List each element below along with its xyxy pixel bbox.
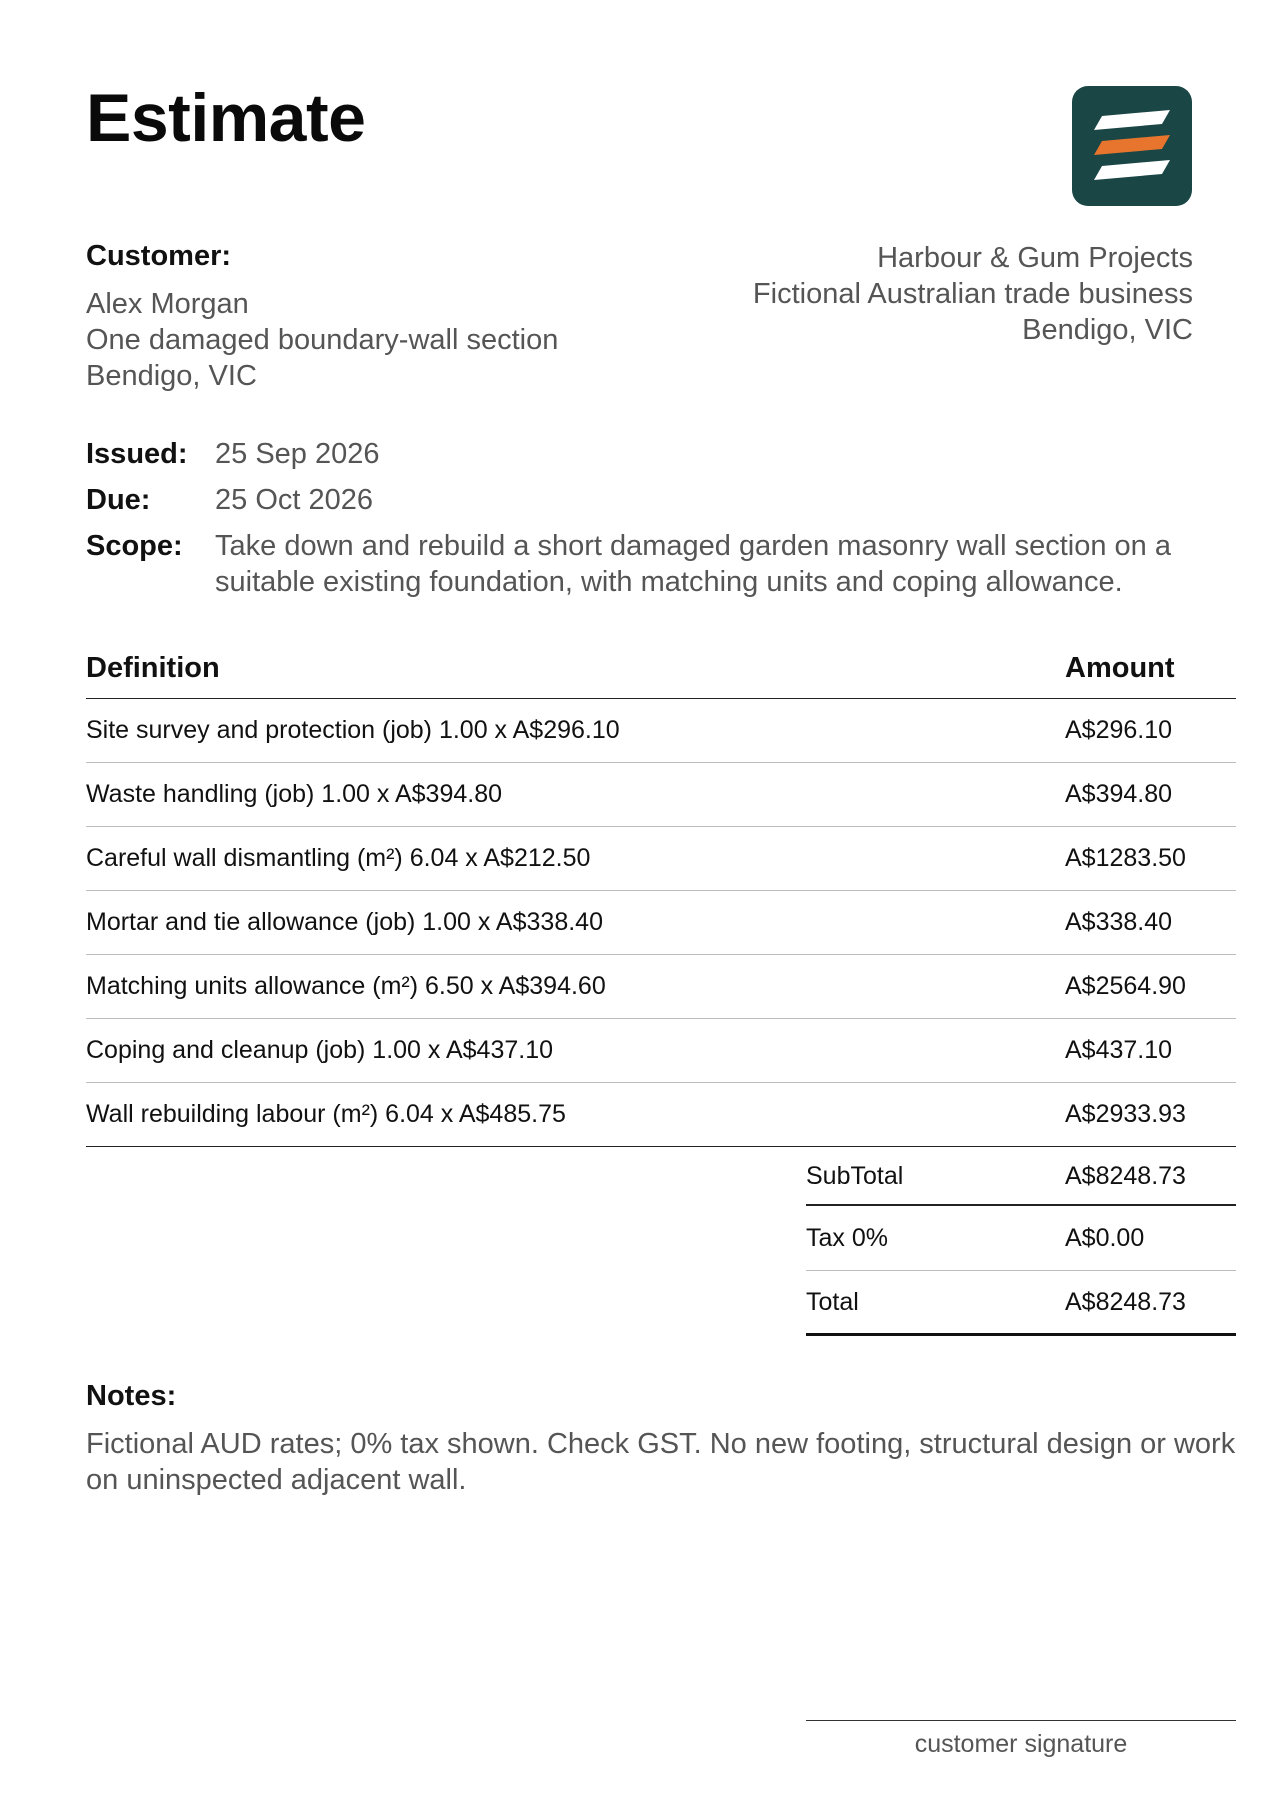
table-row xyxy=(86,699,1236,763)
page-title: Estimate xyxy=(86,80,366,156)
subtotal-label: SubTotal xyxy=(806,1161,904,1190)
customer-label: Customer: xyxy=(86,240,232,272)
scope-text: Take down and rebuild a short damaged garden masonry wall section on a suitable existing foundation, with matching units and coping allowance. xyxy=(215,530,1171,598)
amount-header: Amount xyxy=(1065,652,1175,684)
subtotal-value: A$8248.73 xyxy=(1065,1161,1186,1190)
business-name: Harbour & Gum Projects xyxy=(877,242,1193,274)
due-label: Due: xyxy=(86,484,151,516)
tax-label: Tax 0% xyxy=(806,1223,888,1252)
item-amount: A$1283.50 xyxy=(1065,844,1186,872)
item-definition: Waste handling (job) 1.00 x A$394.80 xyxy=(86,780,503,808)
item-definition: Matching units allowance (m²) 6.50 x A$394.60 xyxy=(86,972,606,1000)
item-amount: A$338.40 xyxy=(1065,908,1173,936)
table-row xyxy=(86,1019,1236,1083)
notes-text: Fictional AUD rates; 0% tax shown. Check GST. No new footing, structural design or work on uninspected adjacent wall. xyxy=(86,1428,1236,1496)
customer-location: Bendigo, VIC xyxy=(86,360,257,392)
scope-label: Scope: xyxy=(86,530,183,562)
item-amount: A$2933.93 xyxy=(1065,1100,1186,1128)
item-amount: A$296.10 xyxy=(1065,716,1173,744)
table-row xyxy=(86,763,1236,827)
total-label: Total xyxy=(806,1287,859,1316)
subtotal-row xyxy=(806,1148,1236,1206)
issued-row xyxy=(86,436,1246,472)
customer-job: One damaged boundary-wall section xyxy=(86,324,559,356)
business-location: Bendigo, VIC xyxy=(1022,314,1193,346)
due-row xyxy=(86,482,1246,518)
table-row xyxy=(86,955,1236,1019)
total-row xyxy=(806,1271,1236,1336)
item-definition: Coping and cleanup (job) 1.00 x A$437.10 xyxy=(86,1036,554,1064)
table-row xyxy=(86,827,1236,891)
definition-header: Definition xyxy=(86,652,220,684)
item-amount: A$2564.90 xyxy=(1065,972,1186,1000)
due-date: 25 Oct 2026 xyxy=(215,484,373,516)
issued-date: 25 Sep 2026 xyxy=(215,438,380,470)
item-amount: A$437.10 xyxy=(1065,1036,1173,1064)
customer-name: Alex Morgan xyxy=(86,288,249,320)
line-items-table xyxy=(86,652,1236,1147)
notes-label: Notes: xyxy=(86,1380,177,1412)
signature-label: customer signature xyxy=(914,1730,1128,1758)
item-definition: Site survey and protection (job) 1.00 x A$296.10 xyxy=(86,716,620,744)
table-row xyxy=(86,891,1236,955)
scope-row xyxy=(86,528,1246,600)
signature-line xyxy=(806,1720,1236,1721)
table-row xyxy=(86,1083,1236,1147)
business-details xyxy=(753,240,1193,348)
business-description: Fictional Australian trade business xyxy=(752,278,1193,310)
totals-block xyxy=(806,1148,1236,1336)
business-logo-icon xyxy=(1072,86,1192,206)
total-value: A$8248.73 xyxy=(1065,1287,1186,1316)
layered-planks-icon xyxy=(1072,86,1192,206)
table-header xyxy=(86,652,1236,699)
tax-row xyxy=(806,1206,1236,1271)
item-definition: Mortar and tie allowance (job) 1.00 x A$338.40 xyxy=(86,908,603,936)
item-definition: Wall rebuilding labour (m²) 6.04 x A$485.75 xyxy=(86,1100,566,1128)
issued-label: Issued: xyxy=(86,438,188,470)
estimate-meta xyxy=(86,436,1246,610)
item-amount: A$394.80 xyxy=(1065,780,1173,808)
tax-value: A$0.00 xyxy=(1065,1223,1145,1252)
customer-details xyxy=(86,286,558,394)
item-definition: Careful wall dismantling (m²) 6.04 x A$212.50 xyxy=(86,844,591,872)
